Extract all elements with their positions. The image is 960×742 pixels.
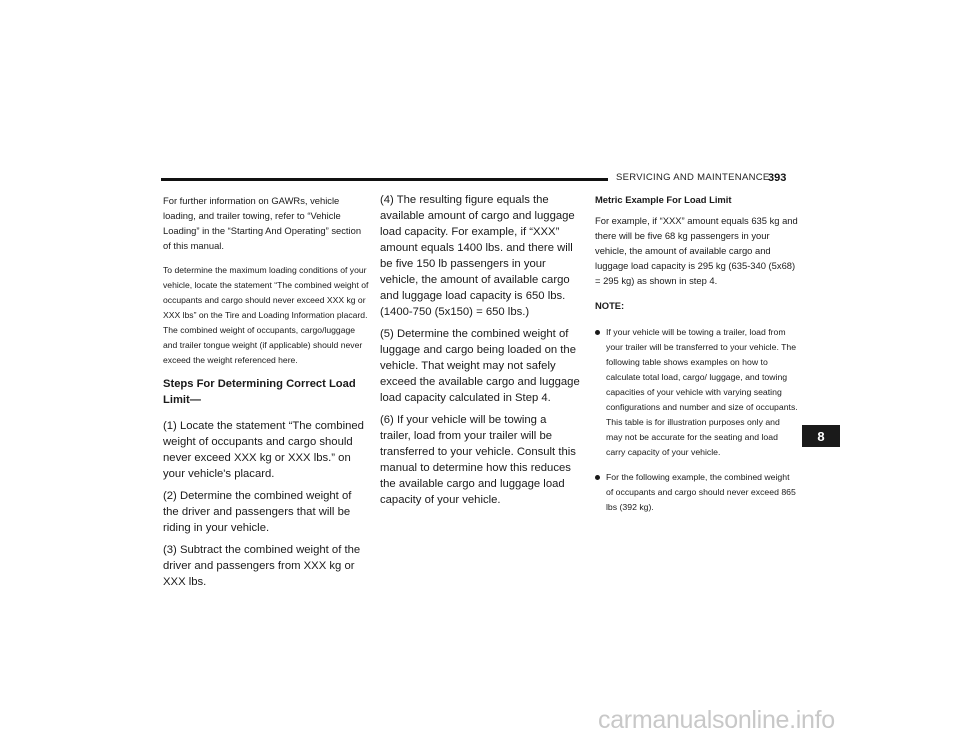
bullet-dot-icon [595,330,600,335]
column-right [595,192,798,525]
step-5: (5) Determine the combined weight of luggage and cargo being loaded on the vehicle. That weight may not safely exceed the available cargo and luggage load capacity calculated in Step 4. [380,328,580,404]
note-bullet-text: If your vehicle will be towing a trailer, load from your trailer will be transferred to your vehicle. The following table shows examples on how to calculate total load, cargo/ luggage, and towing capacities of your vehicle with varying seating configurations and number and size of occupants. This table is for illustration purposes only and may not be accurate for the seating and load carry capacity of your vehicle. [606,327,798,457]
heading-load-limit-steps: Steps For Determining Correct Load Limit— [163,378,356,406]
chapter-tab: 8 [802,425,840,447]
bullet-dot-icon [595,475,600,480]
note-bullet-item [595,470,798,515]
paragraph-metric-example: For example, if “XXX” amount equals 635 kg and there will be five 68 kg passengers in your vehicle, the amount of available cargo and luggage load capacity is 295 kg (635-340 (5x68) = 295 kg) as shown in step 4. [595,215,798,286]
paragraph-max-loading: To determine the maximum loading conditions of your vehicle, locate the statement “The combined weight of occupants and cargo should never exceed XXX kg or XXX lbs” on the Tire and Loading Information placard. The combined weight of occupants, cargo/luggage and trailer tongue weight (if applicable) should never exceed the weight referenced here. [163,265,369,365]
section-title: SERVICING AND MAINTENANCE [608,170,776,186]
step-1: (1) Locate the statement “The combined weight of occupants and cargo should never exceed XXX kg or XXX lbs.” on your vehicle's placard. [163,420,364,480]
note-bullet-list [595,325,798,515]
step-3: (3) Subtract the combined weight of the driver and passengers from XXX kg or XXX lbs. [163,544,361,588]
column-middle [380,192,580,514]
page-number: 393 [768,172,787,184]
paragraph-gawr-info: For further information on GAWRs, vehicle loading, and trailer towing, refer to “Vehicle Loading” in the “Starting And Operating” section of this manual. [163,195,362,251]
step-2: (2) Determine the combined weight of the driver and passengers that will be riding in your vehicle. [163,490,352,534]
heading-metric-example: Metric Example For Load Limit [595,194,732,205]
step-4: (4) The resulting figure equals the available amount of cargo and luggage load capacity. For example, if “XXX” amount equals 1400 lbs. and there will be five 150 lb passengers in your vehicle, the amount of available cargo and luggage load capacity is 650 lbs. (1400-750 (5x150) = 650 lbs.) [380,194,575,318]
column-left [163,193,370,596]
note-label: NOTE: [595,300,625,311]
watermark: carmanualsonline.info [598,706,835,734]
step-6: (6) If your vehicle will be towing a trailer, load from your trailer will be transferred to your vehicle. Consult this manual to determine how this reduces the available cargo and luggage load capacity of your vehicle. [380,414,576,506]
note-bullet-text: For the following example, the combined weight of occupants and cargo should never exceed 865 lbs (392 kg). [606,472,796,512]
note-bullet-item [595,325,798,460]
